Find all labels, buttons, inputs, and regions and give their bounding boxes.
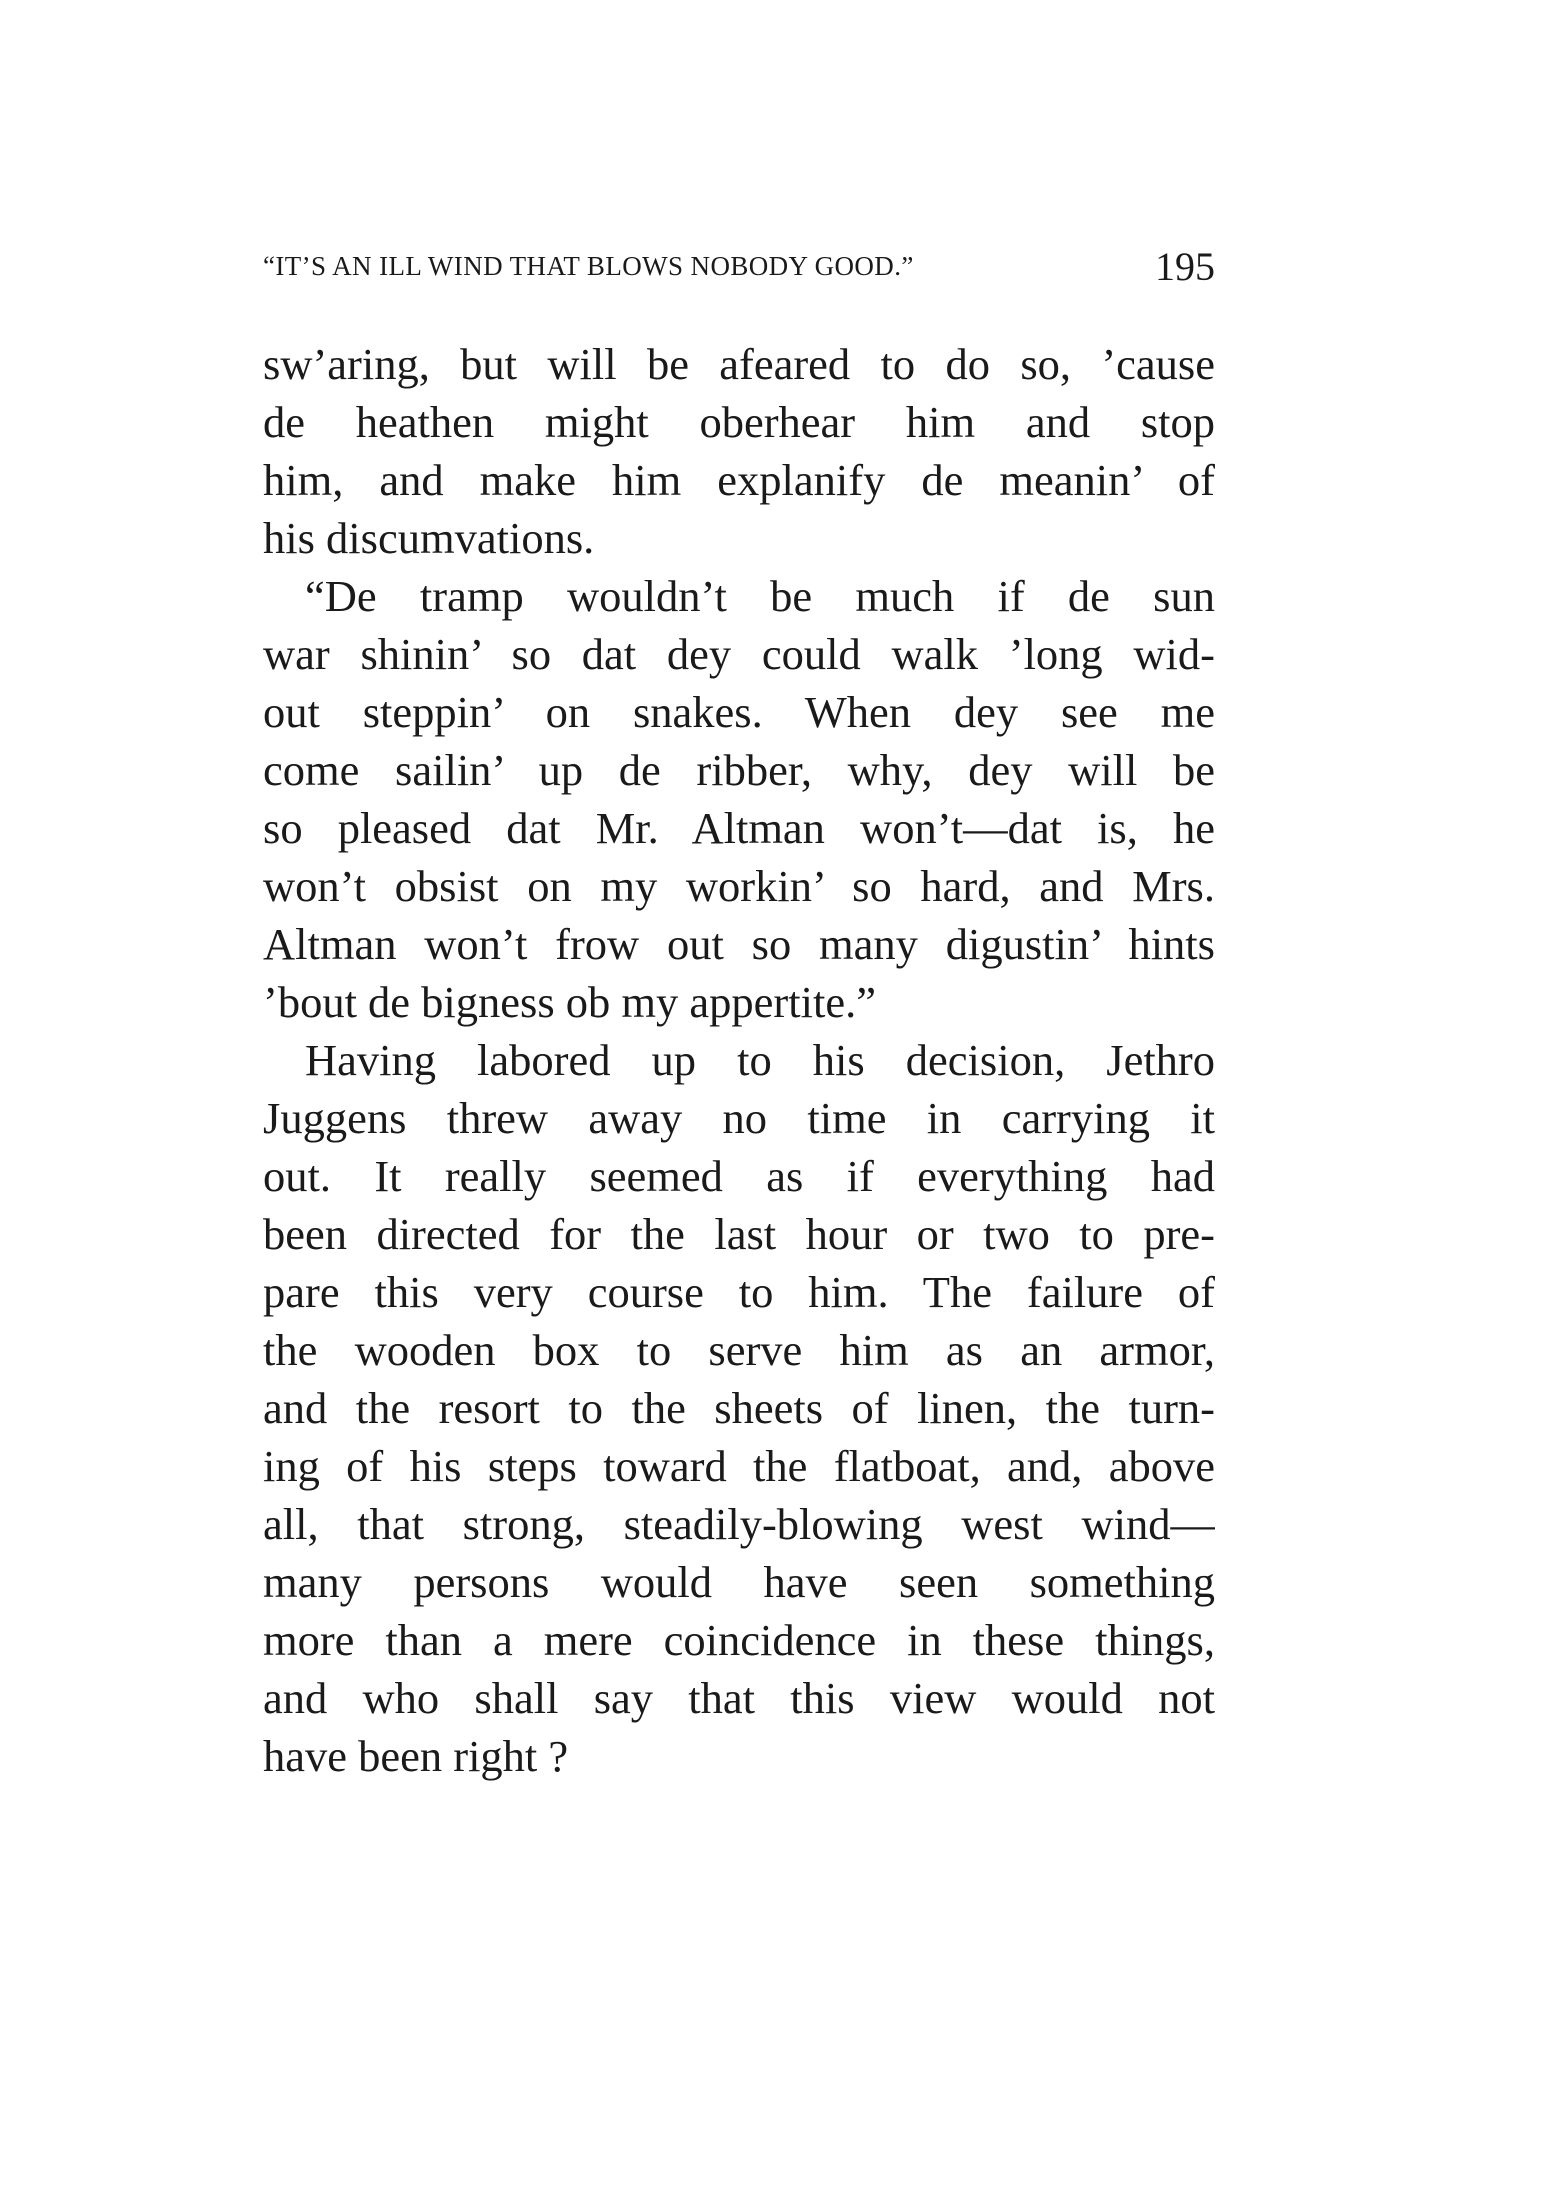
text-line: pare this very course to him. The failure of — [263, 1267, 1215, 1317]
text-line: his discumvations. — [263, 513, 595, 563]
text-line: Having labored up to his decision, Jethro — [305, 1035, 1215, 1085]
text-line: ’bout de bigness ob my appertite.” — [263, 977, 876, 1027]
running-head — [263, 243, 1215, 293]
text-line: Altman won’t frow out so many digustin’ hints — [263, 919, 1215, 969]
text-line: have been right ? — [263, 1731, 569, 1781]
running-title: “IT’S AN ILL WIND THAT BLOWS NOBODY GOOD.” — [263, 251, 914, 281]
text-line: come sailin’ up de ribber, why, dey will be — [263, 745, 1215, 795]
text-line: out. It really seemed as if everything had — [263, 1151, 1215, 1201]
page-number: 195 — [1155, 244, 1215, 289]
text-line: him, and make him explanify de meanin’ of — [263, 455, 1215, 505]
text-line: so pleased dat Mr. Altman won’t—dat is, he — [263, 803, 1215, 853]
text-line: more than a mere coincidence in these things, — [263, 1615, 1215, 1665]
text-line: war shinin’ so dat dey could walk ’long wid- — [263, 629, 1215, 679]
text-line: sw’aring, but will be afeared to do so, ’cause — [263, 339, 1215, 389]
paragraph — [263, 335, 1215, 567]
text-line: out steppin’ on snakes. When dey see me — [263, 687, 1215, 737]
paragraph — [263, 567, 1215, 1031]
text-line: de heathen might oberhear him and stop — [263, 397, 1215, 447]
text-line: won’t obsist on my workin’ so hard, and Mrs. — [263, 861, 1215, 911]
text-line: Juggens threw away no time in carrying it — [263, 1093, 1215, 1143]
paragraph — [263, 1031, 1215, 1785]
body-text — [263, 335, 1215, 1785]
text-line: many persons would have seen something — [263, 1557, 1215, 1607]
text-line: and who shall say that this view would not — [263, 1673, 1215, 1723]
text-line: been directed for the last hour or two to pre- — [263, 1209, 1215, 1259]
text-line: “De tramp wouldn’t be much if de sun — [305, 571, 1215, 621]
text-line: the wooden box to serve him as an armor, — [263, 1325, 1215, 1375]
text-line: and the resort to the sheets of linen, the turn- — [263, 1383, 1215, 1433]
text-line: all, that strong, steadily-blowing west wind— — [263, 1499, 1215, 1549]
text-line: ing of his steps toward the flatboat, and, above — [263, 1441, 1215, 1491]
